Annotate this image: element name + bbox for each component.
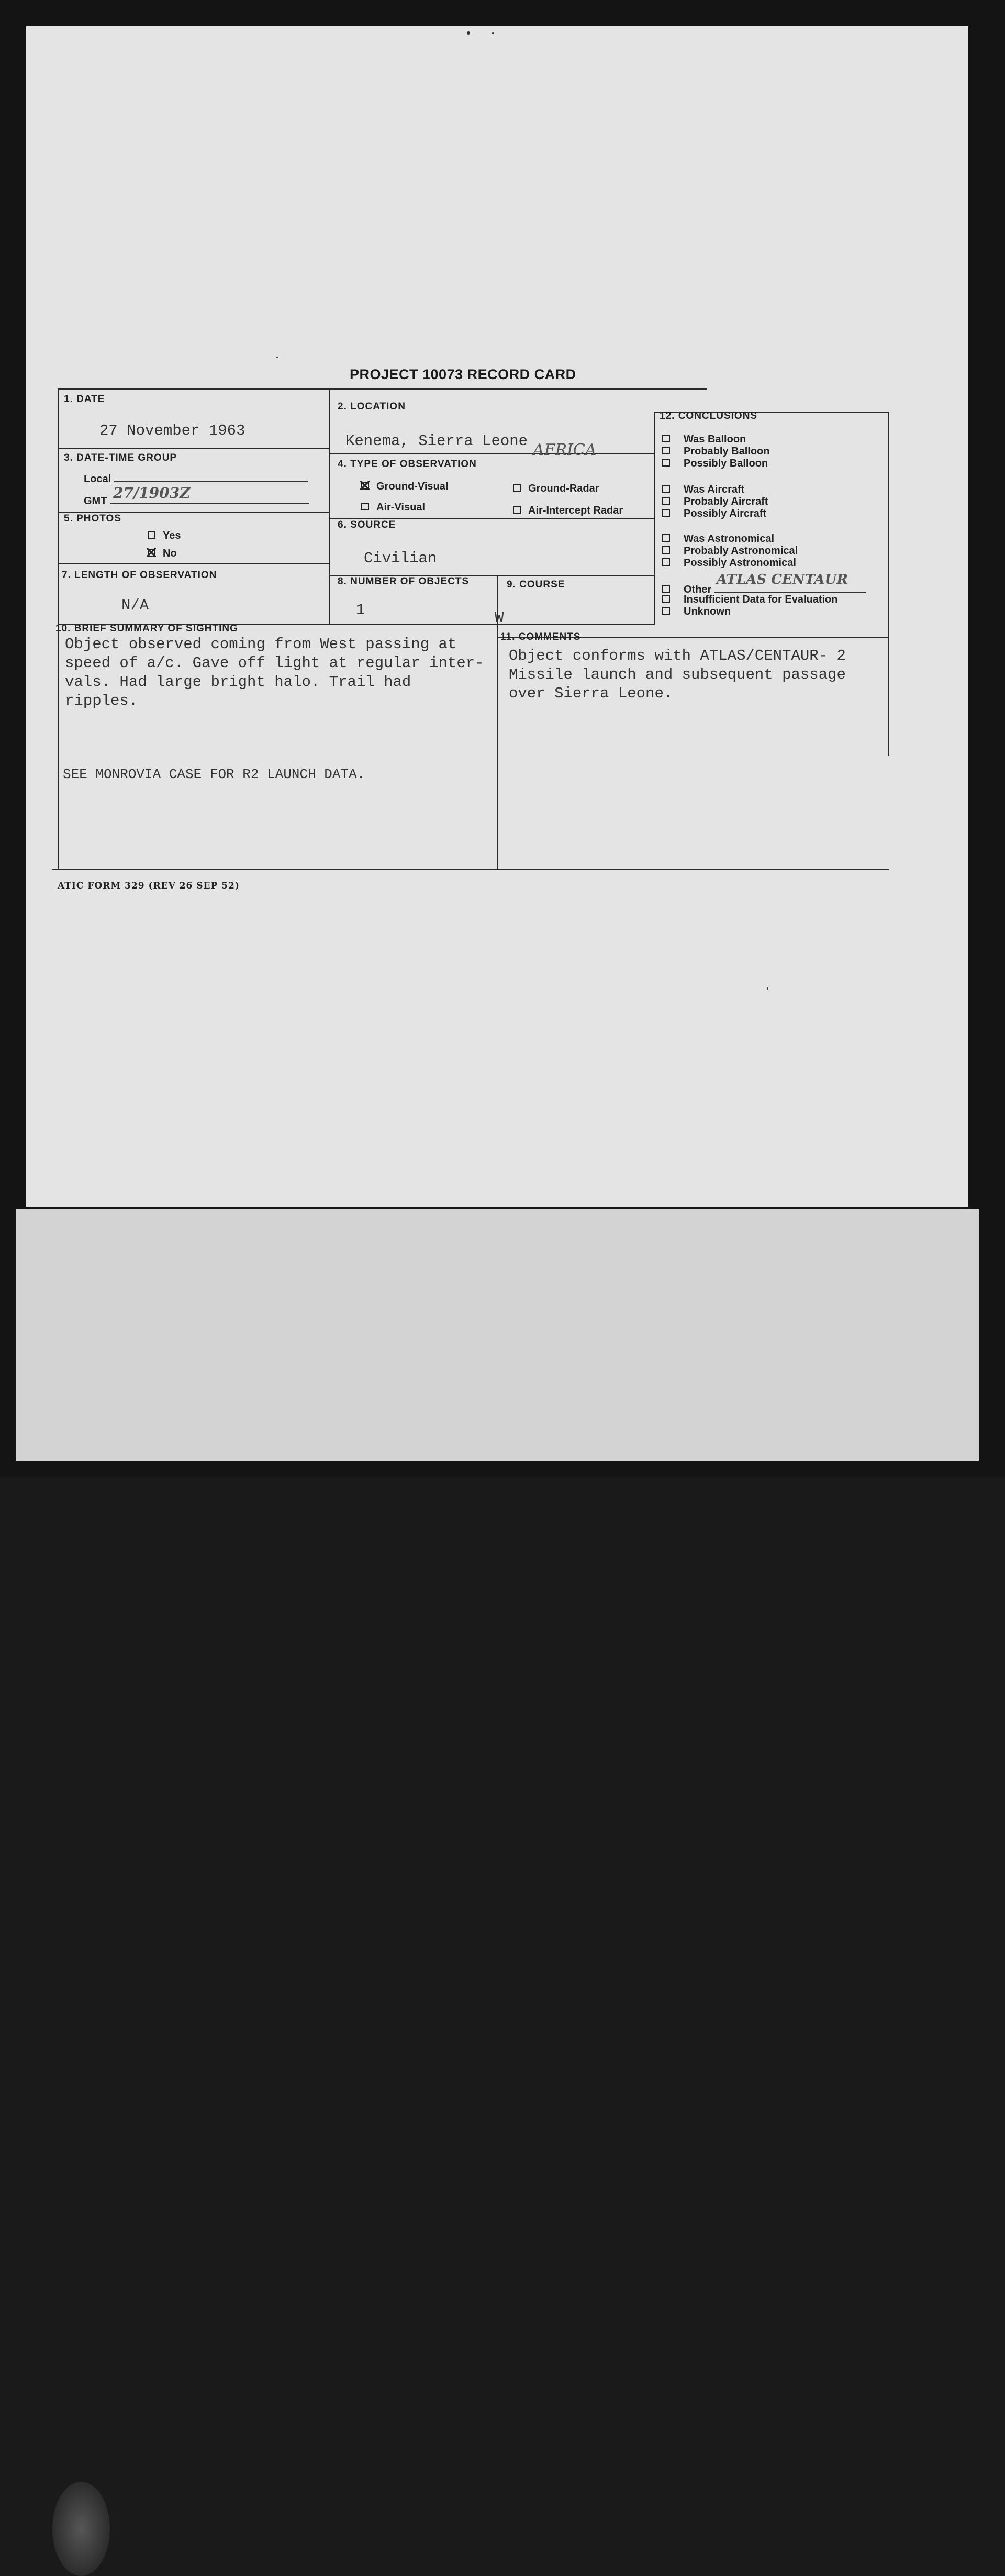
row-divider-date — [58, 448, 329, 449]
photos-yes-checkbox[interactable] — [148, 531, 155, 539]
air-intercept-radar-checkbox[interactable] — [513, 506, 521, 514]
air-intercept-radar-option[interactable] — [513, 505, 623, 517]
row-divider-photos — [58, 563, 329, 564]
comments-line: Object conforms with ATLAS/CENTAUR- 2 — [509, 647, 846, 664]
conclusion-possibly-astronomical[interactable]: Possibly Astronomical — [662, 557, 796, 569]
gmt-value: 27/1903Z — [113, 484, 191, 502]
conclusion-unknown[interactable]: Unknown — [662, 606, 731, 618]
gmt-field — [84, 484, 309, 507]
scan-speck — [767, 987, 768, 990]
conclusion-checkbox[interactable] — [662, 595, 670, 603]
lower-paper-edge — [16, 1209, 979, 1461]
observation-type-label: 4. TYPE OF OBSERVATION — [338, 459, 477, 470]
photos-label: 5. PHOTOS — [64, 513, 122, 524]
conclusion-checkbox[interactable] — [662, 607, 670, 615]
local-blank — [114, 481, 308, 482]
local-field — [84, 473, 308, 485]
objects-value: 1 — [356, 601, 365, 618]
ground-radar-label: Ground-Radar — [528, 483, 599, 494]
conclusion-possibly-aircraft[interactable]: Possibly Aircraft — [662, 508, 766, 520]
record-card — [52, 388, 889, 891]
objects-label: 8. NUMBER OF OBJECTS — [338, 576, 470, 587]
location-value: Kenema, Sierra Leone — [345, 432, 528, 450]
conclusion-probably-balloon[interactable]: Probably Balloon — [662, 446, 769, 458]
conclusion-checkbox[interactable] — [662, 534, 670, 542]
source-value: Civilian — [364, 550, 437, 567]
air-visual-option[interactable] — [361, 502, 425, 514]
conclusion-insufficient-data[interactable]: Insufficient Data for Evaluation — [662, 594, 838, 606]
ground-visual-checkbox[interactable] — [361, 482, 369, 490]
row-divider-location — [329, 453, 654, 454]
air-visual-label: Air-Visual — [376, 502, 425, 513]
conclusion-other[interactable]: Other ATLAS CENTAUR — [662, 581, 866, 596]
summary-line: speed of a/c. Gave off light at regular inter- — [65, 654, 484, 672]
other-value: ATLAS CENTAUR — [716, 572, 848, 587]
conclusion-checkbox[interactable] — [662, 485, 670, 493]
summary-line: ripples. — [65, 692, 138, 709]
conclusion-was-astronomical[interactable]: Was Astronomical — [662, 533, 774, 545]
card-right-border — [888, 412, 889, 756]
summary-note: SEE MONROVIA CASE FOR R2 LAUNCH DATA. — [63, 767, 365, 782]
photos-no-option[interactable] — [148, 548, 177, 560]
comments-line: Missile launch and subsequent passage — [509, 666, 846, 683]
ground-visual-option[interactable] — [361, 481, 448, 493]
conclusion-checkbox[interactable] — [662, 435, 670, 442]
conclusion-checkbox[interactable] — [662, 558, 670, 566]
conclusion-was-balloon[interactable]: Was Balloon — [662, 434, 746, 446]
air-visual-checkbox[interactable] — [361, 503, 369, 510]
col-divider-conclusions — [654, 412, 655, 625]
card-title: PROJECT 10073 RECORD CARD — [350, 367, 576, 382]
photos-no-label: No — [163, 548, 177, 559]
card-top-border — [58, 388, 707, 390]
conclusion-checkbox[interactable] — [662, 546, 670, 554]
comments-label: 11. COMMENTS — [500, 631, 581, 642]
conclusion-probably-aircraft[interactable]: Probably Aircraft — [662, 496, 768, 508]
col-divider-1 — [329, 388, 330, 625]
course-value: W — [495, 609, 504, 627]
conclusion-checkbox[interactable] — [662, 509, 670, 517]
card-bottom-border — [52, 869, 889, 870]
conclusion-checkbox[interactable] — [662, 585, 670, 593]
photos-yes-option[interactable] — [148, 530, 181, 542]
conclusion-was-aircraft[interactable]: Was Aircraft — [662, 484, 744, 496]
conclusion-checkbox[interactable] — [662, 497, 670, 505]
location-label: 2. LOCATION — [338, 401, 406, 412]
photos-no-checkbox[interactable] — [148, 549, 155, 557]
conclusions-label: 12. CONCLUSIONS — [660, 410, 758, 421]
conclusion-possibly-balloon[interactable]: Possibly Balloon — [662, 458, 768, 470]
source-label: 6. SOURCE — [338, 519, 396, 530]
scan-speck — [276, 357, 278, 358]
dtg-label: 3. DATE-TIME GROUP — [64, 452, 177, 463]
location-handwritten: AFRICA — [533, 441, 597, 459]
form-id: ATIC FORM 329 (REV 26 SEP 52) — [58, 881, 240, 891]
scan-smudge — [52, 2482, 110, 2576]
conclusion-checkbox[interactable] — [662, 459, 670, 467]
gmt-blank — [110, 484, 309, 504]
photos-yes-label: Yes — [163, 530, 181, 541]
comments-line: over Sierra Leone. — [509, 685, 673, 702]
ground-radar-checkbox[interactable] — [513, 484, 521, 492]
date-label: 1. DATE — [64, 394, 105, 405]
summary-label: 10. BRIEF SUMMARY OF SIGHTING — [55, 623, 238, 634]
length-value: N/A — [121, 597, 149, 614]
summary-line: Object observed coming from West passing at — [65, 636, 457, 653]
ground-radar-option[interactable] — [513, 483, 599, 495]
conclusion-checkbox[interactable] — [662, 447, 670, 454]
scan-speck — [492, 32, 494, 34]
ground-visual-label: Ground-Visual — [376, 481, 449, 492]
summary-line: vals. Had large bright halo. Trail had — [65, 673, 411, 691]
scan-speck — [467, 31, 470, 35]
conclusion-probably-astronomical[interactable]: Probably Astronomical — [662, 545, 798, 557]
length-label: 7. LENGTH OF OBSERVATION — [62, 570, 217, 581]
local-label: Local — [84, 473, 111, 485]
gmt-label: GMT — [84, 495, 107, 507]
course-label: 9. COURSE — [507, 579, 565, 590]
date-value: 27 November 1963 — [99, 422, 245, 439]
air-intercept-radar-label: Air-Intercept Radar — [528, 505, 623, 516]
